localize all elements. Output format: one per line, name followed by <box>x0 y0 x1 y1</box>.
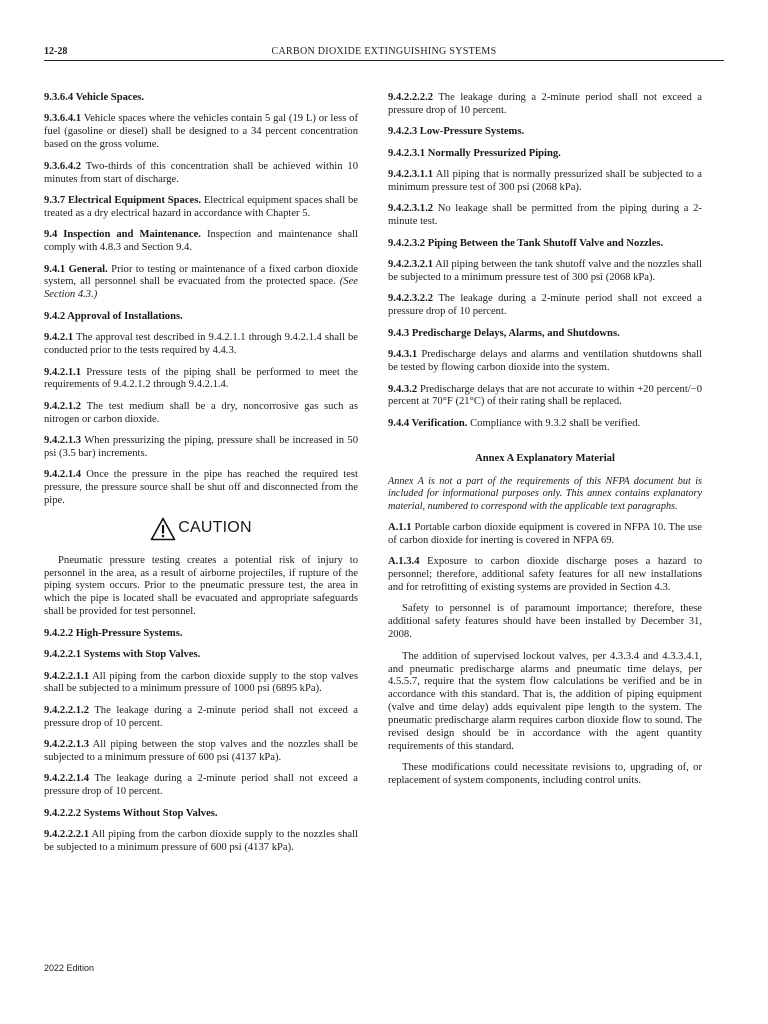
caution-text: Pneumatic pressure testing creates a potential risk of injury to personnel in the area, as a result of airborne projectiles, if rupture of the piping system occurs. Prior to the pneumatic pressure test, the area in which the pipe is located shall be evacuated and appropriate safeguards shall be provided for test personnel. <box>44 554 358 618</box>
section-number: 9.4.2.3.2.2 <box>388 293 434 305</box>
cross-reference: (See Section 4.3.) <box>44 276 358 301</box>
section-number: 9.4.2 Approval of Installations. <box>44 310 183 322</box>
section-number: A.1.1 <box>388 521 412 533</box>
paragraph-text: No leakage shall be permitted from the piping during a 2-minute test. <box>388 203 702 228</box>
paragraph <box>388 384 702 410</box>
section-number: 9.4.2.1 <box>44 332 74 344</box>
paragraph <box>44 311 358 324</box>
section-number: 9.3.6.4.2 <box>44 160 82 172</box>
paragraph <box>44 264 358 303</box>
paragraph <box>44 469 358 508</box>
section-number: 9.4.2.2.1.1 <box>44 670 90 682</box>
paragraph-text: All piping from the carbon dioxide supply to the stop valves shall be subjected to a minimum pressure of 1000 psi (6895 kPa). <box>44 670 358 695</box>
paragraph <box>44 628 358 641</box>
paragraph-text: All piping between the stop valves and the nozzles shall be subjected to a minimum pressure of 600 psi (4137 kPa). <box>44 739 358 764</box>
section-number: 9.4.3.2 <box>388 383 418 395</box>
paragraph-text: The test medium shall be a dry, noncorrosive gas such as nitrogen or carbon dioxide. <box>44 400 358 425</box>
warning-triangle-icon <box>150 517 176 541</box>
section-number: 9.4.2.2.1.4 <box>44 773 90 785</box>
section-number: 9.4.3.1 <box>388 349 418 361</box>
paragraph <box>388 169 702 195</box>
paragraph <box>44 229 358 255</box>
section-number: 9.4.2.3.2 Piping Between the Tank Shutoff Valve and Nozzles. <box>388 237 664 249</box>
paragraph <box>44 161 358 187</box>
section-number: 9.4.2.1.2 <box>44 400 82 412</box>
paragraph-text: All piping from the carbon dioxide supply to the nozzles shall be subjected to a minimum pressure of 600 psi (4137 kPa). <box>44 829 358 854</box>
paragraph: These modifications could necessitate revisions to, upgrading of, or replacement of system components, including control units. <box>388 762 702 787</box>
section-number: 9.4.2.3.1 Normally Pressurized Piping. <box>388 147 561 159</box>
paragraph <box>44 92 358 105</box>
paragraph: The addition of supervised lockout valves, per 4.3.3.4 and 4.3.3.4.1, and pneumatic predischarge alarms and pneumatic time delays, per 4.5.5.7, require that the system flow calculations be verified and be in accordance with this standard. That is, the addition of piping equipment (valve and time delay) adds equivalent pipe length to the system. The pneumatic predischarge alarm requires carbon dioxide flow to sound. The revised design should be in accordance with the agent quantity requirements of this standard. <box>388 650 702 752</box>
paragraph <box>388 259 702 285</box>
paragraph-text: The approval test described in 9.4.2.1.1 through 9.4.2.1.4 shall be conducted prior to the tests required by 4.4.3. <box>44 332 358 357</box>
paragraph-text: Vehicle spaces where the vehicles contain 5 gal (19 L) or less of fuel (gasoline or diesel) shall be designed to a 34 percent concentration based on the gross volume. <box>44 113 358 151</box>
right-column <box>388 92 702 797</box>
paragraph <box>44 367 358 393</box>
paragraph-text: The leakage during a 2-minute period shall not exceed a pressure drop of 10 percent. <box>388 92 702 116</box>
paragraph-text: All piping between the tank shutoff valve and the nozzles shall be subjected to a minimum pressure test of 300 psi (2068 kPa). <box>388 259 702 284</box>
section-number: 9.4.2.1.1 <box>44 366 82 378</box>
section-number: 9.4.2.2 High-Pressure Systems. <box>44 627 183 639</box>
paragraph <box>44 671 358 697</box>
running-title: CARBON DIOXIDE EXTINGUISHING SYSTEMS <box>271 46 497 57</box>
left-column <box>44 92 358 863</box>
caution-label: CAUTION <box>178 519 252 537</box>
paragraph <box>44 808 358 821</box>
paragraph <box>388 92 702 118</box>
paragraph-text: Electrical equipment spaces shall be treated as a dry electrical hazard in accordance with Chapter 5. <box>44 194 358 219</box>
edition-footer: 2022 Edition <box>44 963 95 973</box>
page-number: 12-28 <box>44 46 68 57</box>
section-number: 9.3.7 Electrical Equipment Spaces. <box>44 194 202 206</box>
section-number: 9.4.1 General. <box>44 263 108 275</box>
paragraph-text: When pressurizing the piping, pressure shall be increased in 50 psi (3.5 bar) increments. <box>44 435 358 460</box>
section-number: 9.4.2.3.1.2 <box>388 203 434 215</box>
paragraph <box>388 238 702 251</box>
annex-title: Annex A Explanatory Material <box>475 452 615 464</box>
paragraph-text: The leakage during a 2-minute period shall not exceed a pressure drop of 10 percent. <box>388 293 702 318</box>
section-number: 9.3.6.4.1 <box>44 113 82 125</box>
section-number: 9.4.2.2.2.2 <box>388 92 434 103</box>
paragraph <box>388 522 702 548</box>
paragraph <box>388 349 702 375</box>
section-number: 9.4.2.1.3 <box>44 435 82 447</box>
paragraph: Safety to personnel is of paramount importance; therefore, these additional safety features should have been installed by December 31, 2008. <box>388 603 702 641</box>
paragraph-text: Compliance with 9.3.2 shall be verified. <box>467 417 641 429</box>
section-number: 9.4.2.2.1.3 <box>44 739 90 751</box>
section-number: 9.4.2.2.1 Systems with Stop Valves. <box>44 649 201 661</box>
paragraph-text: Inspection and maintenance shall comply with 4.8.3 and Section 9.4. <box>44 229 358 254</box>
paragraph <box>44 435 358 461</box>
paragraph <box>44 649 358 662</box>
paragraph <box>44 113 358 152</box>
paragraph-text: The leakage during a 2-minute period shall not exceed a pressure drop of 10 percent. <box>44 704 358 729</box>
paragraph <box>388 203 702 229</box>
caution-heading <box>44 517 358 541</box>
paragraph <box>388 328 702 341</box>
section-number: 9.4.2.3 Low-Pressure Systems. <box>388 126 525 138</box>
paragraph-text: All piping that is normally pressurized shall be subjected to a minimum pressure test of 300 psi (2068 kPa). <box>388 169 702 194</box>
section-number: 9.4.2.2.2.1 <box>44 829 90 841</box>
paragraph <box>388 293 702 319</box>
paragraph-text: Prior to testing or maintenance of a fixed carbon dioxide system, all personnel shall be evacuated from the protected space. <box>44 263 358 288</box>
section-number: 9.4 Inspection and Maintenance. <box>44 229 201 241</box>
section-number: 9.4.2.2.2 Systems Without Stop Valves. <box>44 807 218 819</box>
section-number: 9.4.4 Verification. <box>388 417 468 429</box>
annex-note: Annex A is not a part of the requirements of this NFPA document but is included for informational purposes only. This annex contains explanatory material, numbered to correspond with the applicable text paragraphs. <box>388 475 702 512</box>
paragraph <box>44 401 358 427</box>
paragraph <box>44 332 358 358</box>
paragraph <box>44 705 358 731</box>
paragraph <box>388 148 702 161</box>
paragraph <box>388 418 702 431</box>
section-number: 9.4.2.3.1.1 <box>388 169 434 181</box>
paragraph-text: Exposure to carbon dioxide discharge poses a hazard to personnel; therefore, additional safety features for all new installations and for retrofitting of existing systems are provided in Section 4.3. <box>388 556 702 594</box>
paragraph <box>44 773 358 799</box>
section-number: A.1.3.4 <box>388 556 420 568</box>
section-number: 9.4.2.2.1.2 <box>44 704 90 716</box>
section-number: 9.4.2.3.2.1 <box>388 259 434 271</box>
section-number: 9.4.2.1.4 <box>44 469 82 481</box>
paragraph-text: The leakage during a 2-minute period shall not exceed a pressure drop of 10 percent. <box>44 773 358 798</box>
paragraph-text: Two-thirds of this concentration shall be achieved within 10 minutes from start of discharge. <box>44 160 358 185</box>
paragraph <box>388 556 702 595</box>
paragraph <box>388 126 702 139</box>
page-header <box>44 44 724 61</box>
paragraph <box>44 829 358 855</box>
paragraph-text: Once the pressure in the pipe has reached the required test pressure, the pressure source shall be shut off and disconnected from the pipe. <box>44 469 358 507</box>
paragraph <box>44 195 358 221</box>
section-number: 9.4.3 Predischarge Delays, Alarms, and Shutdowns. <box>388 327 620 339</box>
paragraph-text: Predischarge delays that are not accurate to within +20 percent/−0 percent at 70°F (21°C) of their rating shall be replaced. <box>388 383 702 408</box>
paragraph-text: Portable carbon dioxide equipment is covered in NFPA 10. The use of carbon dioxide for inerting is covered in NFPA 69. <box>388 521 702 546</box>
paragraph-text: Predischarge delays and alarms and ventilation shutdowns shall be tested by flowing carbon dioxide into the system. <box>388 349 702 374</box>
paragraph-text: Pressure tests of the piping shall be performed to meet the requirements of 9.4.2.1.2 through 9.4.2.1.4. <box>44 366 358 391</box>
paragraph <box>44 739 358 765</box>
section-number: 9.3.6.4 Vehicle Spaces. <box>44 92 145 103</box>
